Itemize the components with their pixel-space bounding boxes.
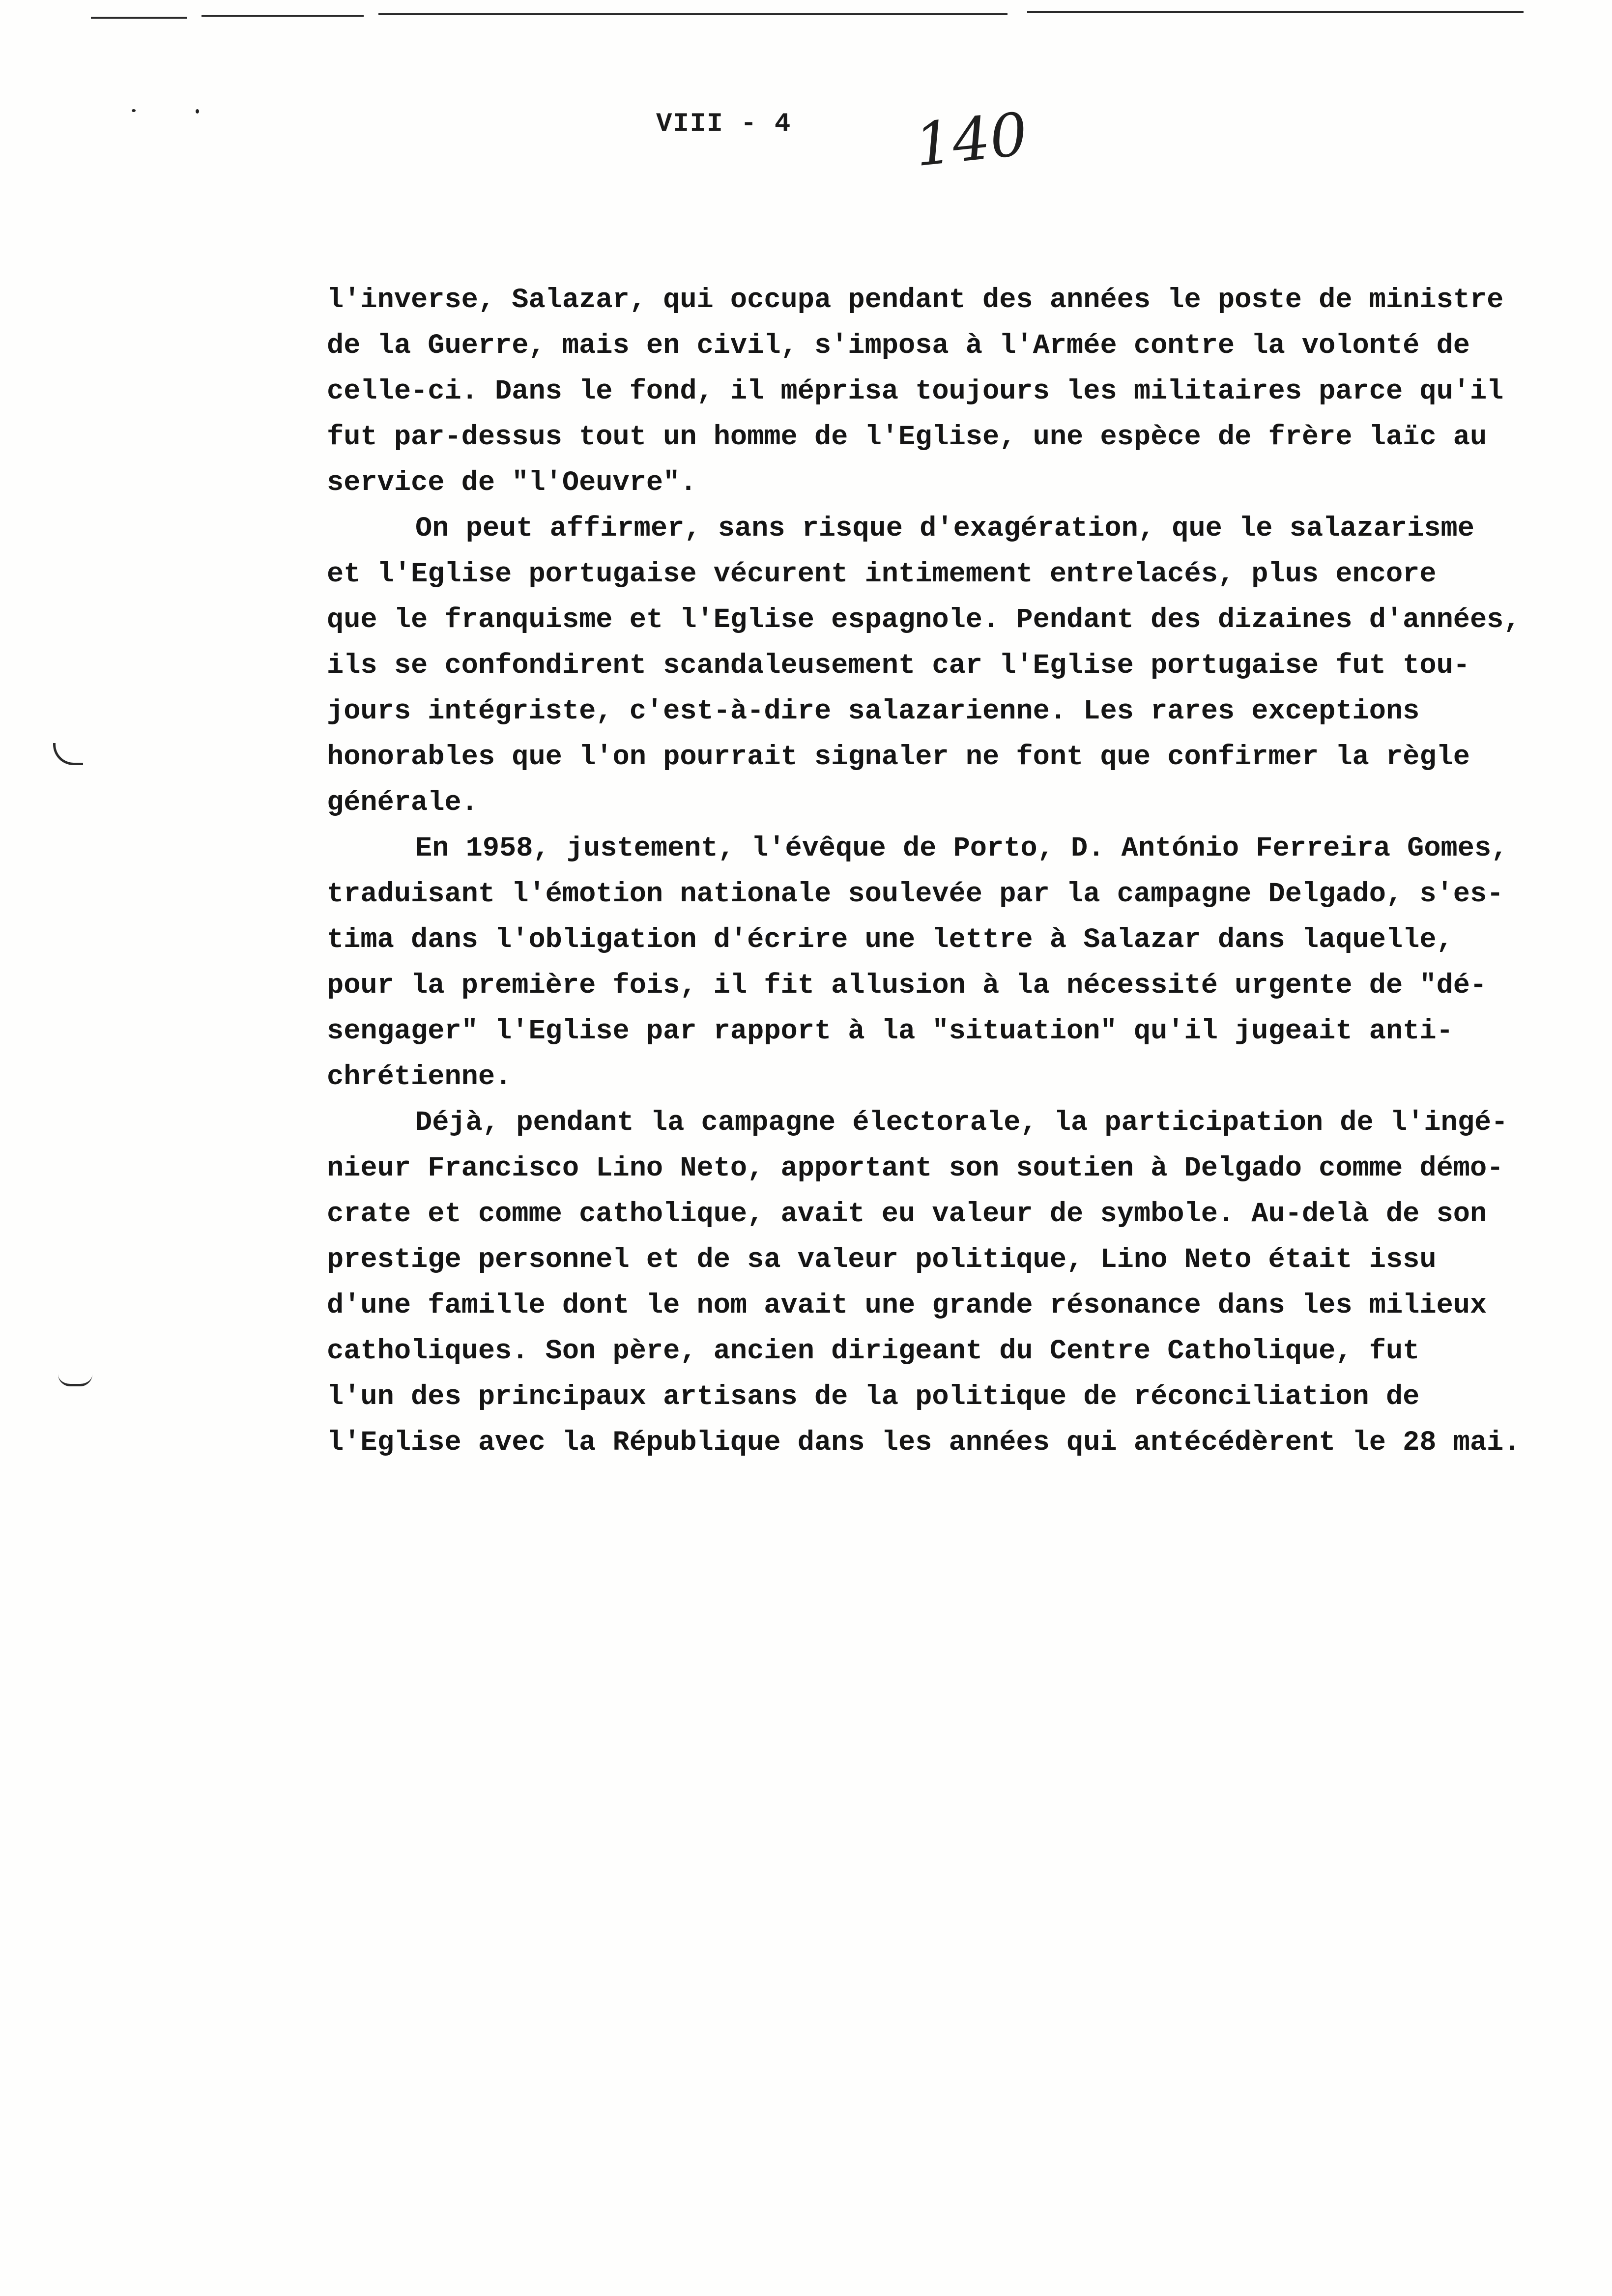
margin-pencil-mark bbox=[58, 1374, 92, 1386]
text-line: l'Eglise avec la République dans les années qui antécédèrent le 28 mai. bbox=[327, 1427, 1521, 1459]
paragraph bbox=[327, 1100, 1585, 1466]
text-line: l'un des principaux artisans de la politique de réconciliation de bbox=[327, 1381, 1420, 1413]
text-line: catholiques. Son père, ancien dirigeant du Centre Catholique, fut bbox=[327, 1336, 1420, 1367]
scan-edge-line bbox=[202, 15, 364, 17]
text-line: honorables que l'on pourrait signaler ne font que confirmer la règle bbox=[327, 742, 1470, 773]
body-text bbox=[327, 278, 1585, 1466]
scan-speck bbox=[196, 109, 199, 114]
text-line: nieur Francisco Lino Neto, apportant son soutien à Delgado comme démo- bbox=[327, 1153, 1504, 1184]
text-line: service de "l'Oeuvre". bbox=[327, 467, 697, 499]
text-line: Déjà, pendant la campagne électorale, la participation de l'ingé- bbox=[415, 1107, 1508, 1139]
paragraph bbox=[327, 278, 1585, 506]
scan-edge-line bbox=[1027, 11, 1524, 13]
text-line: pour la première fois, il fit allusion à la nécessité urgente de "dé- bbox=[327, 970, 1487, 1002]
text-line: ils se confondirent scandaleusement car l'Eglise portugaise fut tou- bbox=[327, 650, 1470, 682]
margin-pencil-mark bbox=[53, 743, 83, 765]
scan-edge-line bbox=[378, 13, 1008, 15]
paragraph bbox=[327, 826, 1585, 1100]
text-line: générale. bbox=[327, 787, 478, 819]
text-line: et l'Eglise portugaise vécurent intimement entrelacés, plus encore bbox=[327, 559, 1437, 590]
text-line: jours intégriste, c'est-à-dire salazarienne. Les rares exceptions bbox=[327, 696, 1420, 727]
scan-edge-line bbox=[91, 17, 187, 19]
text-line: chrétienne. bbox=[327, 1062, 512, 1093]
text-line: l'inverse, Salazar, qui occupa pendant des années le poste de ministre bbox=[327, 285, 1504, 316]
text-line: En 1958, justement, l'évêque de Porto, D. António Ferreira Gomes, bbox=[415, 833, 1508, 864]
text-line: fut par-dessus tout un homme de l'Eglise, une espèce de frère laïc au bbox=[327, 422, 1487, 453]
text-line: celle-ci. Dans le fond, il méprisa toujours les militaires parce qu'il bbox=[327, 376, 1504, 407]
text-line: sengager" l'Eglise par rapport à la "situation" qu'il jugeait anti- bbox=[327, 1016, 1453, 1047]
text-line: traduisant l'émotion nationale soulevée par la campagne Delgado, s'es- bbox=[327, 879, 1504, 910]
page-number: VIII - 4 bbox=[656, 109, 792, 139]
text-line: On peut affirmer, sans risque d'exagération, que le salazarisme bbox=[415, 513, 1474, 545]
text-line: prestige personnel et de sa valeur politique, Lino Neto était issu bbox=[327, 1244, 1437, 1276]
text-line: que le franquisme et l'Eglise espagnole. Pendant des dizaines d'années, bbox=[327, 604, 1521, 636]
handwritten-folio-number: 140 bbox=[912, 100, 1031, 180]
text-line: de la Guerre, mais en civil, s'imposa à l'Armée contre la volonté de bbox=[327, 330, 1470, 362]
text-line: d'une famille dont le nom avait une grande résonance dans les milieux bbox=[327, 1290, 1487, 1321]
text-line: crate et comme catholique, avait eu valeur de symbole. Au-delà de son bbox=[327, 1199, 1487, 1230]
scan-speck bbox=[132, 109, 136, 112]
paragraph bbox=[327, 506, 1585, 826]
text-line: tima dans l'obligation d'écrire une lettre à Salazar dans laquelle, bbox=[327, 924, 1453, 956]
